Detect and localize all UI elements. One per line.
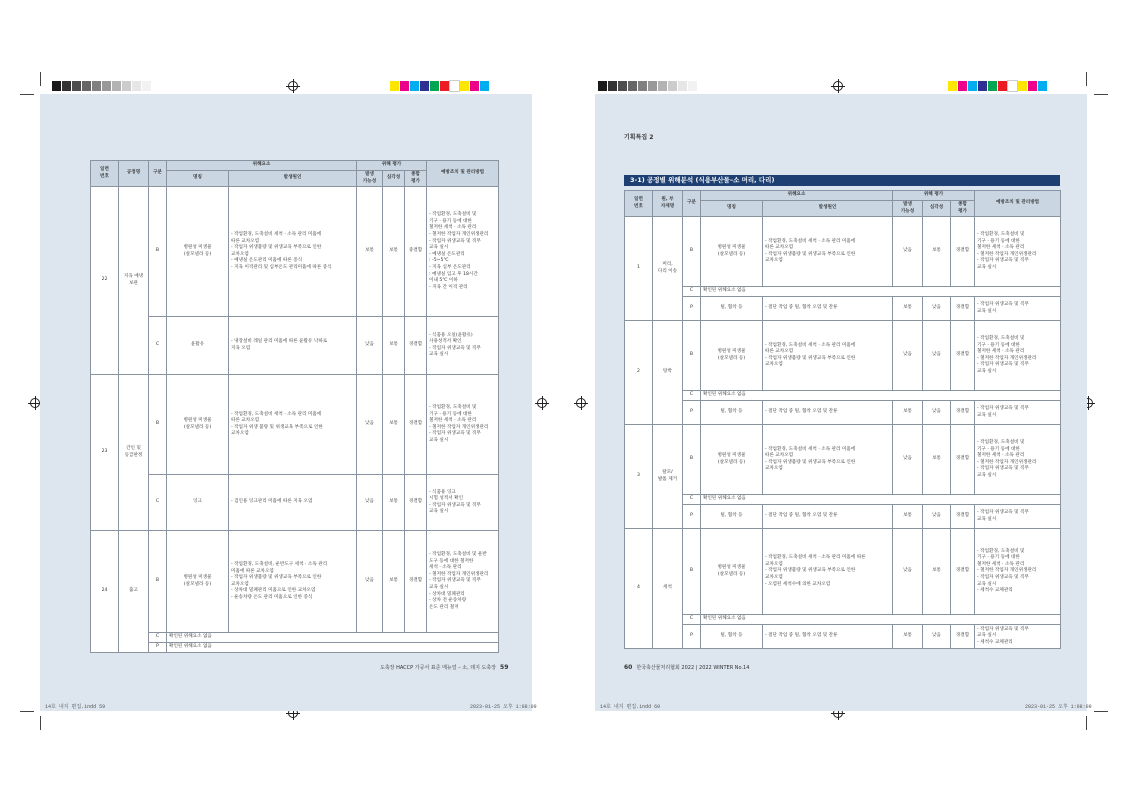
row-no: 3 <box>625 425 653 529</box>
table-row <box>91 475 499 531</box>
table-row <box>625 625 1061 649</box>
row-type: P <box>683 297 701 321</box>
row-name: 털, 협착 등 <box>701 505 763 529</box>
col-header-severity: 심각성 <box>383 171 405 187</box>
color-swatch <box>958 81 967 91</box>
color-swatch <box>978 81 987 91</box>
col-header-likelihood: 발생 가능성 <box>357 171 383 187</box>
row-type: P <box>149 643 167 653</box>
crop-mark <box>20 711 34 712</box>
table-row <box>625 505 1061 529</box>
row-overall: 경결함 <box>951 217 975 287</box>
row-type: B <box>683 321 701 391</box>
row-no-hazard: 확인된 위해요소 없음 <box>701 495 1061 505</box>
row-overall: 경결함 <box>405 475 427 531</box>
row-type: C <box>149 475 167 531</box>
row-no-hazard: 확인된 위해요소 없음 <box>701 287 1061 297</box>
row-name: 털, 협착 등 <box>701 297 763 321</box>
row-management: - 작업자 위생교육 및 직무 교육 실시 <box>975 297 1061 321</box>
row-no-hazard: 확인된 위해요소 없음 <box>701 391 1061 401</box>
row-process: 간인 및 등급판정 <box>119 375 149 531</box>
color-swatch <box>430 81 439 91</box>
row-name: 잉크 <box>167 475 229 531</box>
row-type: C <box>683 495 701 505</box>
color-swatch <box>122 81 131 91</box>
table-row <box>91 531 499 633</box>
table-row <box>91 187 499 317</box>
table-row <box>625 217 1061 287</box>
row-material: 세척 <box>653 529 683 649</box>
crop-mark <box>40 716 41 730</box>
color-swatch <box>1038 81 1047 91</box>
row-management: - 작업환경, 도축설비 및 기구 · 용기 등에 대한 철저한 세척 · 소독 관리 - 철저한 작업자 개인위생관리 - 작업자 위생교육 및 직무 교육 실시 - 세척수 교체관리 <box>975 529 1061 615</box>
col-header-management: 예방조치 및 관리방법 <box>975 191 1061 217</box>
crop-mark <box>1086 72 1087 86</box>
color-swatch <box>998 81 1007 91</box>
color-swatch <box>142 81 151 91</box>
row-type: B <box>683 529 701 615</box>
col-header-cause: 발생원인 <box>763 201 893 217</box>
row-overall: 경결함 <box>951 529 975 615</box>
color-swatch <box>62 81 71 91</box>
row-material: 머리, 다리 이송 <box>653 217 683 321</box>
row-name: 병원성 미생물 (살모넬라 등) <box>701 321 763 391</box>
row-material: 탕박 <box>653 321 683 425</box>
row-management: - 작업환경, 도축설비 및 기구 · 용기 등에 대한 철저한 세척 · 소독 관리 - 철저한 작업자 개인위생관리 - 작업자 위생교육 및 직무 교육 실시 <box>427 375 499 475</box>
row-type: P <box>683 401 701 425</box>
left-page-number: 59 <box>500 664 509 671</box>
row-name: 병원성 미생물 (살모넬라 등) <box>167 531 229 633</box>
registration-mark-icon <box>576 398 586 408</box>
color-swatch <box>618 81 627 91</box>
row-cause: - 절단 작업 중 털, 협착 오염 및 잔류 <box>763 625 893 649</box>
col-header-no: 일련 번호 <box>625 191 653 217</box>
row-process: 지육 예냉 보관 <box>119 187 149 375</box>
gray-color-bar-left <box>52 81 152 91</box>
color-swatch <box>1018 81 1027 91</box>
row-severity: 보통 <box>383 317 405 375</box>
row-severity: 보통 <box>383 531 405 633</box>
color-swatch <box>658 81 667 91</box>
color-swatch <box>688 81 697 91</box>
row-cause: - 작업환경, 도축설비 세척 · 소독 관리 미흡에 따른 교차오염 - 작업자 위생불량 및 위생교육 부족으로 인한 교차오염 <box>763 321 893 391</box>
table-row <box>625 287 1061 297</box>
color-swatch <box>112 81 121 91</box>
row-no: 1 <box>625 217 653 321</box>
row-no: 23 <box>91 375 119 531</box>
color-swatch <box>480 81 489 91</box>
color-swatch <box>102 81 111 91</box>
row-name: 병원성 미생물 (살모넬라 등) <box>167 375 229 475</box>
table-row <box>625 495 1061 505</box>
row-overall: 경결함 <box>951 401 975 425</box>
table-row <box>625 529 1061 615</box>
row-type: C <box>149 317 167 375</box>
color-swatch <box>638 81 647 91</box>
right-page-number: 60 <box>624 664 633 671</box>
color-swatch <box>678 81 687 91</box>
table-row <box>91 633 499 643</box>
color-swatch <box>420 81 429 91</box>
slug-date-right: 2023-01-25 오후 1:08:09 <box>1025 704 1092 710</box>
row-name: 병원성 미생물 (살모넬라 등) <box>701 425 763 495</box>
color-swatch <box>948 81 957 91</box>
col-header-overall: 종합 평가 <box>951 201 975 217</box>
row-likelihood: 낮음 <box>357 317 383 375</box>
row-cause: - 작업환경, 도축설비 세척 · 소독 관리 미흡에 따른 교차오염 - 작업자 위생불량 및 위생교육 부족으로 인한 교차오염 <box>763 217 893 287</box>
row-likelihood: 낮음 <box>357 475 383 531</box>
crop-mark <box>1094 711 1108 712</box>
row-cause: - 작업환경, 도축설비 세척 · 소독 관리 미흡에 따른 교차오염 - 작업자 위생불량 및 위생교육 부족으로 인한 교차오염 - 예냉실 온도관리 미흡에 따른 증식 - 지육 이격관리 및 심부온도 관리미흡에 따른 증식 <box>229 187 357 317</box>
color-swatch <box>1028 81 1037 91</box>
row-type: B <box>149 531 167 633</box>
row-type: C <box>683 615 701 625</box>
row-management: - 작업환경, 도축설비 및 기구 · 용기 등에 대한 철저한 세척 · 소독 관리 - 철저한 작업자 개인위생관리 - 작업자 위생교육 및 직무 교육 실시 <box>975 217 1061 287</box>
color-swatch <box>648 81 657 91</box>
row-overall: 경결함 <box>405 531 427 633</box>
row-likelihood: 보통 <box>357 187 383 317</box>
right-footer <box>624 664 749 671</box>
crop-mark <box>40 72 41 86</box>
row-severity: 보통 <box>383 375 405 475</box>
table-row <box>91 317 499 375</box>
row-type: B <box>683 217 701 287</box>
row-severity: 낮음 <box>923 297 951 321</box>
hazard-analysis-table-left <box>90 160 499 653</box>
col-header-name: 명칭 <box>701 201 763 217</box>
color-swatch <box>440 81 449 91</box>
right-footer-title: 한국축산물처리협회 2022 | 2022 WINTER No.14 <box>636 665 750 671</box>
row-severity: 낮음 <box>923 401 951 425</box>
row-overall: 경결함 <box>951 505 975 529</box>
row-type: B <box>683 425 701 495</box>
color-swatch <box>92 81 101 91</box>
col-header-assessment: 위해 평가 <box>893 191 975 201</box>
registration-mark-icon <box>833 81 843 91</box>
gray-color-bar-right <box>598 81 698 91</box>
crop-mark <box>20 94 34 95</box>
row-management: - 작업환경, 도축설비 및 기구 · 용기 등에 대한 철저한 세척 · 소독 관리 - 철저한 작업자 개인위생관리 - 작업자 위생교육 및 직무 교육 실시 <box>975 321 1061 391</box>
color-swatch <box>72 81 81 91</box>
row-likelihood: 낮음 <box>893 321 923 391</box>
row-overall: 경결함 <box>951 297 975 321</box>
row-no: 4 <box>625 529 653 649</box>
row-no: 24 <box>91 531 119 653</box>
color-swatch <box>1008 81 1017 91</box>
color-swatch <box>608 81 617 91</box>
row-name: 윤활유 <box>167 317 229 375</box>
row-cause: - 작업환경, 도축설비 세척 · 소독 관리 미흡에 따른 교차오염 - 작업자 위생불량 및 위생교육 부족으로 인한 교차오염 <box>763 425 893 495</box>
color-swatch <box>628 81 637 91</box>
row-no-hazard: 확인된 위해요소 없음 <box>167 633 499 643</box>
row-material: 탈모/ 발톱 제거 <box>653 425 683 529</box>
row-name: 병원성 미생물 (살모넬라 등) <box>167 187 229 317</box>
row-name: 병원성 미생물 (살모넬라 등) <box>701 217 763 287</box>
hazard-analysis-table-right <box>624 190 1061 649</box>
color-swatch <box>52 81 61 91</box>
row-management: - 작업환경, 도축설비 및 운반 도구 등에 대한 철저한 세척 · 소독 관리 - 철저한 작업자 개인위생관리 - 작업자 위생교육 및 직무 교육 실시 - 상차대 밀폐관리 - 상차 전 운송차량 온도 관리 철저 <box>427 531 499 633</box>
registration-mark-icon <box>537 398 547 408</box>
color-swatch <box>988 81 997 91</box>
row-severity: 보통 <box>383 187 405 317</box>
row-cause: - 작업환경, 도축설비 세척 · 소독 관리 미흡에 따른 교차오염 - 작업자 위생불량 및 위생교육 부족으로 인한 교차오염 - 오염된 세척수에 의한 교차오염 <box>763 529 893 615</box>
row-likelihood: 낮음 <box>893 425 923 495</box>
table-row <box>625 615 1061 625</box>
row-type: B <box>149 187 167 317</box>
registration-mark-icon <box>288 81 298 91</box>
row-cause: - 절단 작업 중 털, 협착 오염 및 잔류 <box>763 401 893 425</box>
row-cause: - 검인용 잉크관리 미흡에 따른 지육 오염 <box>229 475 357 531</box>
registration-mark-icon <box>30 398 40 408</box>
row-likelihood: 낮음 <box>893 529 923 615</box>
row-overall: 경결함 <box>951 425 975 495</box>
row-cause: - 작업환경, 도축설비 세척 · 소독 관리 미흡에 따른 교차오염 - 작업자 위생 불량 및 위생교육 부족으로 인한 교차오염 <box>229 375 357 475</box>
row-management: - 작업자 위생교육 및 직무 교육 실시 - 세척수 교체관리 <box>975 625 1061 649</box>
row-name: 병원성 미생물 (살모넬라 등) <box>701 529 763 615</box>
row-cause: - 냉장설비 레일 관리 미흡에 따른 윤활유 낙하로 지육 오염 <box>229 317 357 375</box>
crop-mark <box>1094 94 1108 95</box>
crop-mark <box>1086 716 1087 730</box>
col-header-assessment: 위해 평가 <box>357 161 427 171</box>
col-header-hazard: 위해요소 <box>167 161 357 171</box>
row-no: 22 <box>91 187 119 375</box>
row-likelihood: 보통 <box>893 625 923 649</box>
row-management: - 작업자 위생교육 및 직무 교육 실시 <box>975 401 1061 425</box>
row-likelihood: 보통 <box>893 505 923 529</box>
color-swatch <box>968 81 977 91</box>
color-swatch <box>132 81 141 91</box>
row-overall: 중결함 <box>405 187 427 317</box>
row-management: - 작업환경, 도축설비 및 기구 · 용기 등에 대한 철저한 세척 · 소독 관리 - 철저한 작업자 개인위생관리 - 작업자 위생교육 및 직무 교육 실시 - 예냉실 온도관리 : -5~5℃ - 지육 심부 온도관리 : 예냉실 입고 후 18시간 이내 5℃ 이하 - 지육 간 이격 관리 <box>427 187 499 317</box>
row-likelihood: 낮음 <box>893 217 923 287</box>
row-management: - 식품용 잉크 시험 성적서 확인 - 작업자 위생교육 및 직무 교육 실시 <box>427 475 499 531</box>
row-management: - 작업자 위생교육 및 직무 교육 실시 <box>975 505 1061 529</box>
color-swatch <box>390 81 399 91</box>
col-header-likelihood: 발생 가능성 <box>893 201 923 217</box>
row-overall: 경결함 <box>405 317 427 375</box>
row-type: C <box>683 391 701 401</box>
row-cause: - 절단 작업 중 털, 협착 오염 및 잔류 <box>763 505 893 529</box>
slug-date-left: 2023-01-25 오후 1:08:09 <box>470 704 537 710</box>
slug-file-right: 14호 내지 편집.indd 60 <box>600 704 661 710</box>
col-header-type: 구분 <box>149 161 167 187</box>
row-type: C <box>149 633 167 643</box>
row-type: C <box>683 287 701 297</box>
col-header-overall: 종합 평가 <box>405 171 427 187</box>
row-likelihood: 낮음 <box>357 531 383 633</box>
row-management: - 식품용 오일(윤활유) 사용성적서 확인 - 작업자 위생교육 및 직무 교육 실시 <box>427 317 499 375</box>
col-header-hazard: 위해요소 <box>701 191 893 201</box>
color-swatch <box>470 81 479 91</box>
color-swatch <box>450 81 459 91</box>
row-severity: 낮음 <box>923 625 951 649</box>
row-likelihood: 보통 <box>893 297 923 321</box>
row-severity: 보통 <box>923 217 951 287</box>
row-severity: 보통 <box>923 529 951 615</box>
slug-file-left: 14호 내지 편집.indd 59 <box>45 704 106 710</box>
row-overall: 경결함 <box>405 375 427 475</box>
row-type: P <box>683 625 701 649</box>
row-name: 털, 협착 등 <box>701 625 763 649</box>
color-swatch <box>668 81 677 91</box>
row-name: 털, 협착 등 <box>701 401 763 425</box>
row-no-hazard: 확인된 위해요소 없음 <box>701 615 1061 625</box>
row-severity: 보통 <box>383 475 405 531</box>
table-row <box>625 297 1061 321</box>
row-management: - 작업환경, 도축설비 및 기구 · 용기 등에 대한 철저한 세척 · 소독 관리 - 철저한 작업자 개인위생관리 - 작업자 위생교육 및 직무 교육 실시 <box>975 425 1061 495</box>
row-severity: 낮음 <box>923 505 951 529</box>
table-row <box>625 321 1061 391</box>
section-title: 3-1) 공정별 위해분석 (식용부산물–소 머리, 다리) <box>624 175 1060 186</box>
color-swatch <box>400 81 409 91</box>
color-swatch <box>598 81 607 91</box>
row-no: 2 <box>625 321 653 425</box>
row-type: P <box>683 505 701 529</box>
color-swatch <box>460 81 469 91</box>
col-header-type: 구분 <box>683 191 701 217</box>
row-process: 출고 <box>119 531 149 653</box>
row-likelihood: 낮음 <box>357 375 383 475</box>
col-header-management: 예방조치 및 관리방법 <box>427 161 499 187</box>
left-footer <box>380 664 508 671</box>
row-likelihood: 보통 <box>893 401 923 425</box>
col-header-no: 일련 번호 <box>91 161 119 187</box>
table-row <box>91 643 499 653</box>
row-overall: 경결함 <box>951 625 975 649</box>
col-header-process: 공정명 <box>119 161 149 187</box>
row-severity: 보통 <box>923 425 951 495</box>
process-color-bar-left <box>390 81 490 91</box>
color-swatch <box>82 81 91 91</box>
left-footer-title: 도축장 HACCP 가공서 표준 매뉴얼 – 소, 돼지 도축장 <box>380 665 497 671</box>
row-overall: 경결함 <box>951 321 975 391</box>
row-cause: - 작업환경, 도축설비, 운반도구 세척 · 소독 관리 미흡에 따른 교차오염 - 작업자 위생불량 및 위생교육 부족으로 인한 교차오염 - 상차대 밀폐관리 미흡으로 인한 교차오염 - 운송차량 온도 관리 미흡으로 인한 증식 <box>229 531 357 633</box>
col-header-name: 명칭 <box>167 171 229 187</box>
special-feature-label: 기획특집 2 <box>624 134 654 141</box>
row-cause: - 절단 작업 중 털, 협착 오염 및 잔류 <box>763 297 893 321</box>
process-color-bar-right <box>948 81 1048 91</box>
color-swatch <box>410 81 419 91</box>
col-header-severity: 심각성 <box>923 201 951 217</box>
table-row <box>91 375 499 475</box>
table-row <box>625 401 1061 425</box>
row-severity: 낮음 <box>923 321 951 391</box>
col-header-cause: 발생원인 <box>229 171 357 187</box>
col-header-material: 원, 부 자재명 <box>653 191 683 217</box>
table-row <box>625 425 1061 495</box>
row-type: B <box>149 375 167 475</box>
row-no-hazard: 확인된 위해요소 없음 <box>167 643 499 653</box>
table-row <box>625 391 1061 401</box>
